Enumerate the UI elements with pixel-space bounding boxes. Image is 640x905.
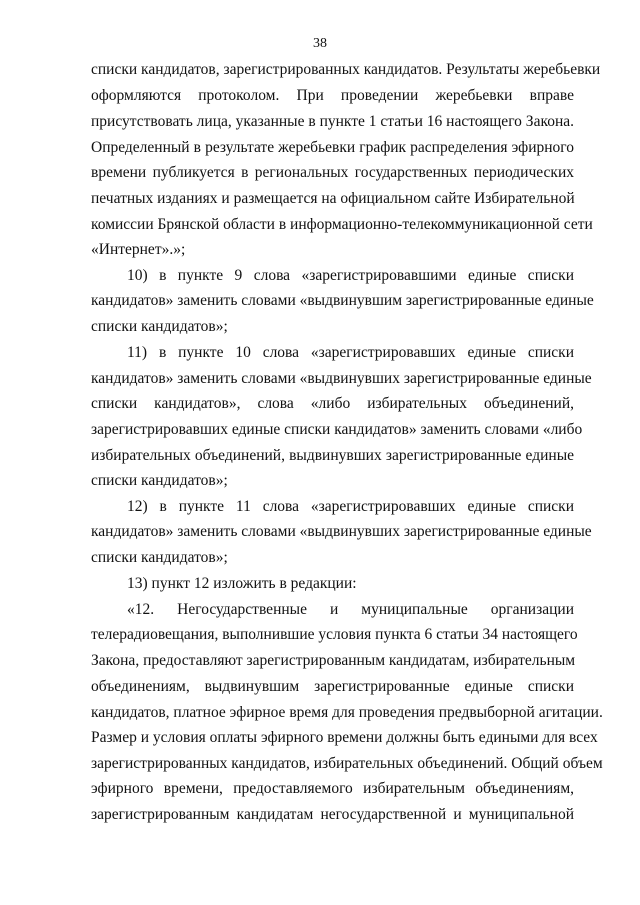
text-line: списки кандидатов», слова «либо избирательных объединений, [91,395,574,412]
text-line: кандидатов» заменить словами «выдвинувших зарегистрированные единые [91,370,592,387]
text-line: кандидатов, платное эфирное время для проведения предвыборной агитации. [91,704,603,721]
text-line: списки кандидатов»; [91,549,228,566]
text-line: «Интернет».»; [91,241,186,258]
text-line: зарегистрированных кандидатов, избирательных объединений. Общий объем [91,755,603,772]
text-line: Закона, предоставляют зарегистрированным кандидатам, избирательным [91,652,576,669]
text-line: списки кандидатов, зарегистрированных кандидатов. Результаты жеребьевки [91,61,601,78]
text-line: 11) в пункте 10 слова «зарегистрировавших единые списки [127,344,574,361]
text-line: времени публикуется в региональных государственных периодических [91,164,574,181]
text-line: кандидатов» заменить словами «выдвинувшим зарегистрированные единые [91,292,594,309]
text-line: эфирного времени, предоставляемого избирательным объединениям, [91,780,574,797]
text-line: зарегистрировавших единые списки кандидатов» заменить словами «либо [91,421,583,438]
text-line: избирательных объединений, выдвинувших зарегистрированные единые [91,447,574,464]
text-line: Определенный в результате жеребьевки график распределения эфирного [91,139,574,156]
text-line: зарегистрированным кандидатам негосударственной и муниципальной [91,806,574,823]
text-line: 12) в пункте 11 слова «зарегистрировавших единые списки [127,498,574,515]
text-line: 10) в пункте 9 слова «зарегистрировавшими единые списки [127,267,574,284]
text-line: списки кандидатов»; [91,472,228,489]
text-line: «12. Негосударственные и муниципальные организации [127,601,574,618]
page-number: 38 [313,36,327,51]
text-line: телерадиовещания, выполнившие условия пункта 6 статьи 34 настоящего [91,626,578,643]
text-line: комиссии Брянской области в информационно-телекоммуникационной сети [91,216,593,233]
text-line: присутствовать лица, указанные в пункте 1 статьи 16 настоящего Закона. [91,113,574,130]
text-line: печатных изданиях и размещается на официальном сайте Избирательной [91,190,575,207]
text-line: оформляются протоколом. При проведении жеребьевки вправе [91,87,574,104]
text-line: кандидатов» заменить словами «выдвинувших зарегистрированные единые [91,523,592,540]
text-line: Размер и условия оплаты эфирного времени должны быть едиными для всех [91,729,598,746]
text-line: 13) пункт 12 изложить в редакции: [127,575,357,592]
text-line: списки кандидатов»; [91,318,228,335]
text-line: объединениям, выдвинувшим зарегистрированные единые списки [91,678,574,695]
